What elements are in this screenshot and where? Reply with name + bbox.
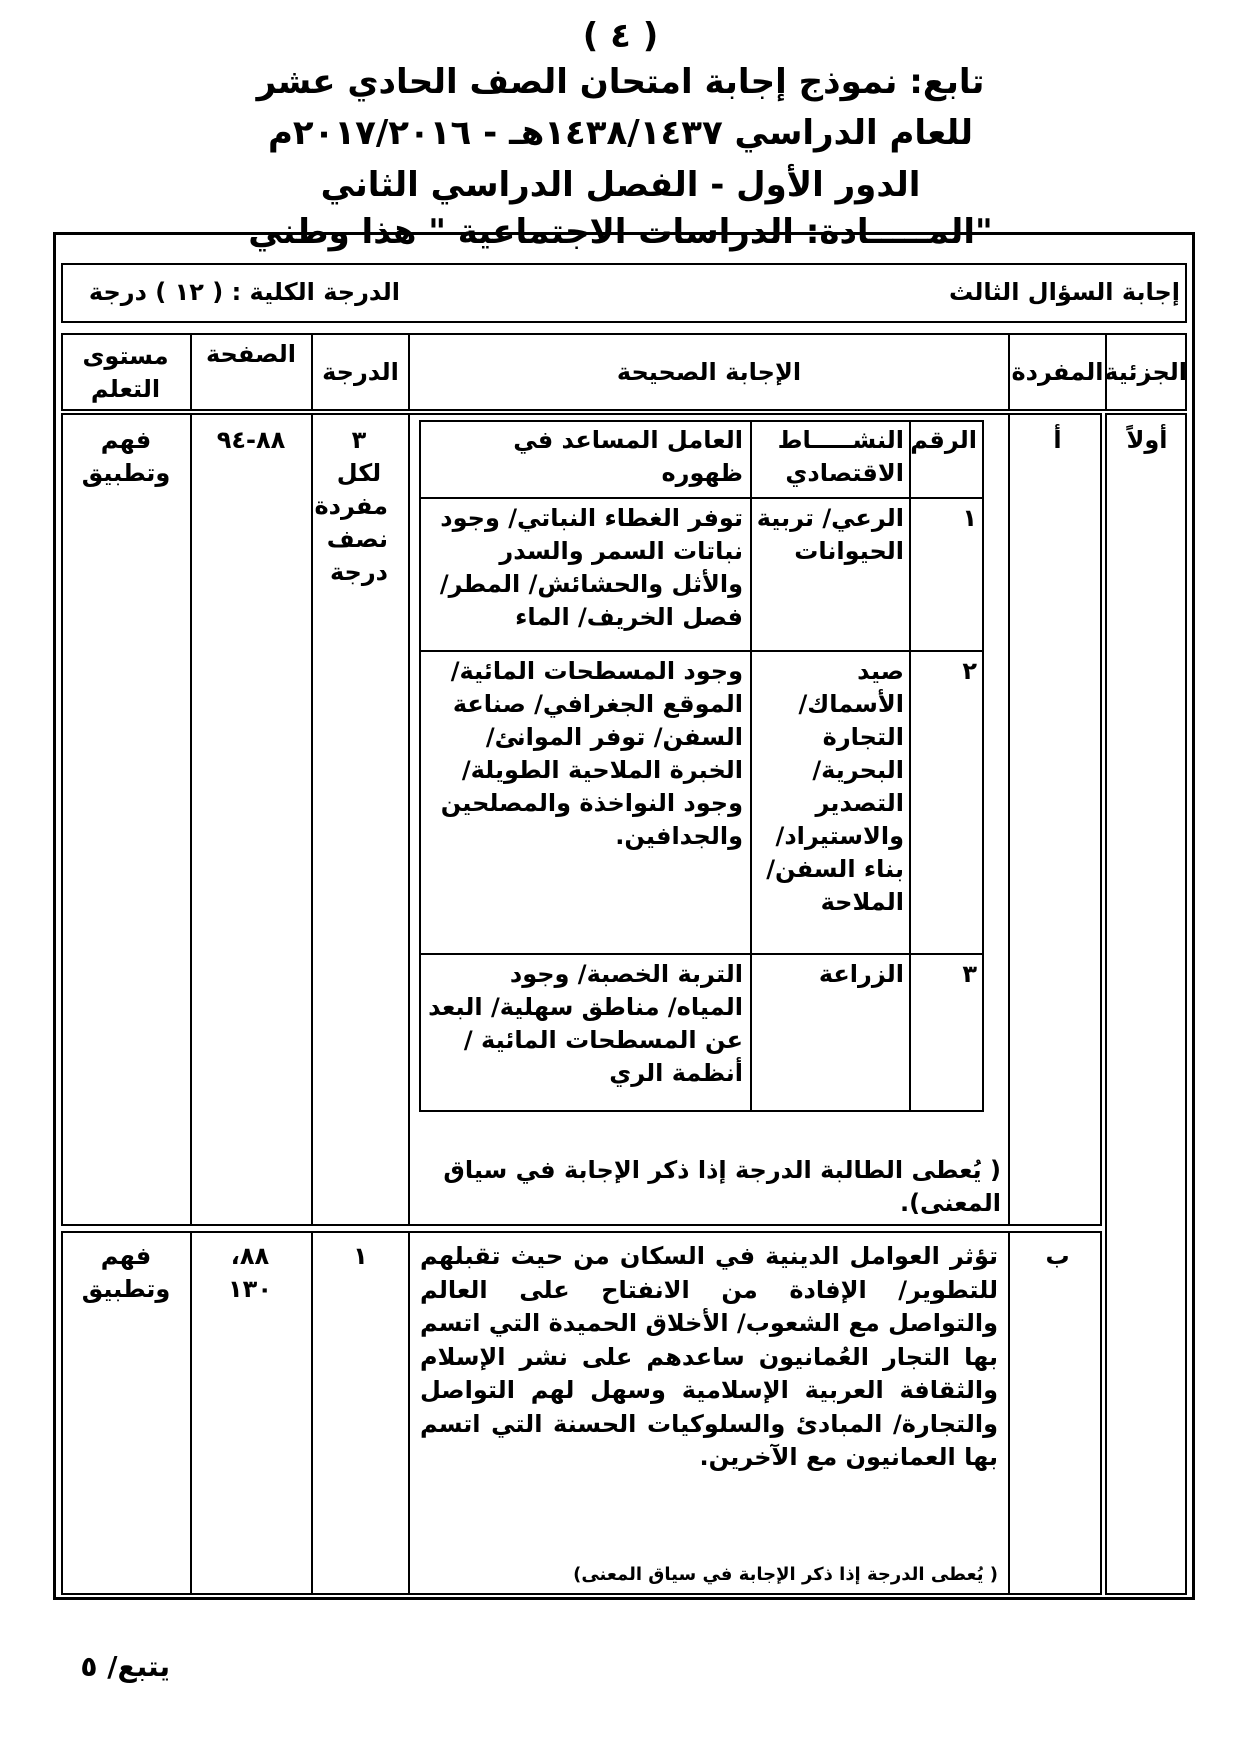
row-b-score: ١: [353, 1242, 368, 1270]
col-header-score: الدرجة: [322, 358, 399, 386]
table-header-factor: العامل المساعد في ظهوره: [513, 426, 743, 487]
row-b-answer: تؤثر العوامل الدينية في السكان من حيث تقبلهم للتطوير/ الإفادة من الانفتاح على العالم والتواصل مع الشعوب/ الأخلاق الحميدة التي اتسم بها التجار العُمانيون ساعدهم على نشر الإسلام والثقافة العربية الإسلامية وسهل لهم التواصل والتجارة/ المبادئ والسلوكيات الحسنة التي اتسم بها العمانيون مع الآخرين.: [420, 1242, 998, 1471]
total-score-label: الدرجة الكلية : ( ١٢ ) درجة: [88, 278, 400, 306]
subject-line: المـــــادة: الدراسات الاجتماعية " هذا وطني": [248, 212, 993, 252]
table-row-3-num: ٣: [962, 960, 977, 988]
col-header-part: الجزئية: [1104, 358, 1187, 386]
row-b-item: ب: [1045, 1242, 1070, 1270]
page-title: تابع: نموذج إجابة امتحان الصف الحادي عشر: [256, 62, 985, 102]
row-a-note: ( يُعطى الطالبة الدرجة إذا ذكر الإجابة في سياق المعنى).: [443, 1156, 1001, 1217]
table-row-3-activity: الزراعة: [818, 960, 904, 988]
row-a-page: ٨٨-٩٤: [216, 426, 286, 454]
part-label: أولاً: [1126, 426, 1168, 454]
question-label: إجابة السؤال الثالث: [948, 278, 1180, 306]
row-b-page: ٨٨، ١٣٠: [228, 1242, 272, 1303]
table-row-2-activity: صيد الأسماك/ التجارة البحرية/ التصدير والاستيراد/ بناء السفن/ الملاحة: [766, 657, 904, 916]
table-row-1-num: ١: [962, 504, 977, 532]
table-row-2-num: ٢: [962, 657, 977, 685]
page-number: ( ٤ ): [582, 16, 659, 56]
row-b-note: ( يُعطى الدرجة إذا ذكر الإجابة في سياق المعنى): [573, 1564, 998, 1585]
table-header-activity: النشـــــاط الاقتصادي: [777, 426, 904, 487]
col-header-item: المفردة: [1011, 358, 1104, 386]
continue-note: يتبع/ ٥: [80, 1650, 170, 1683]
col-header-level: مستوى التعلم: [82, 342, 169, 403]
col-header-page: الصفحة: [205, 340, 296, 368]
row-b-level: فهم وتطبيق: [81, 1242, 171, 1303]
table-row-1-activity: الرعي/ تربية الحيوانات: [756, 504, 904, 565]
row-a-item: أ: [1053, 426, 1062, 454]
table-row-2-factor: وجود المسطحات المائية/ الموقع الجغرافي/ صناعة السفن/ توفر الموانئ/ الخبرة الملاحية الطويلة/ وجود النواخذة والمصلحين والجدافين.: [440, 657, 743, 850]
academic-year: للعام الدراسي ١٤٣٨/١٤٣٧هـ - ٢٠١٧/٢٠١٦م: [267, 113, 974, 153]
table-header-num: الرقم: [910, 426, 977, 454]
part-column: [1105, 413, 1187, 1595]
exam-round: الدور الأول - الفصل الدراسي الثاني: [320, 165, 921, 205]
col-header-answer: الإجابة الصحيحة: [616, 358, 802, 386]
table-row-3-factor: التربة الخصبة/ وجود المياه/ مناطق سهلية/ البعد عن المسطحات المائية / أنظمة الري: [428, 960, 743, 1087]
row-a-level: فهم وتطبيق: [81, 426, 171, 487]
row-a-score: ٣ لكل مفردة نصف درجة: [314, 426, 388, 586]
table-row-1-factor: توفر الغطاء النباتي/ وجود نباتات السمر والسدر والأثل والحشائش/ المطر/ فصل الخريف/ الماء: [439, 504, 743, 631]
